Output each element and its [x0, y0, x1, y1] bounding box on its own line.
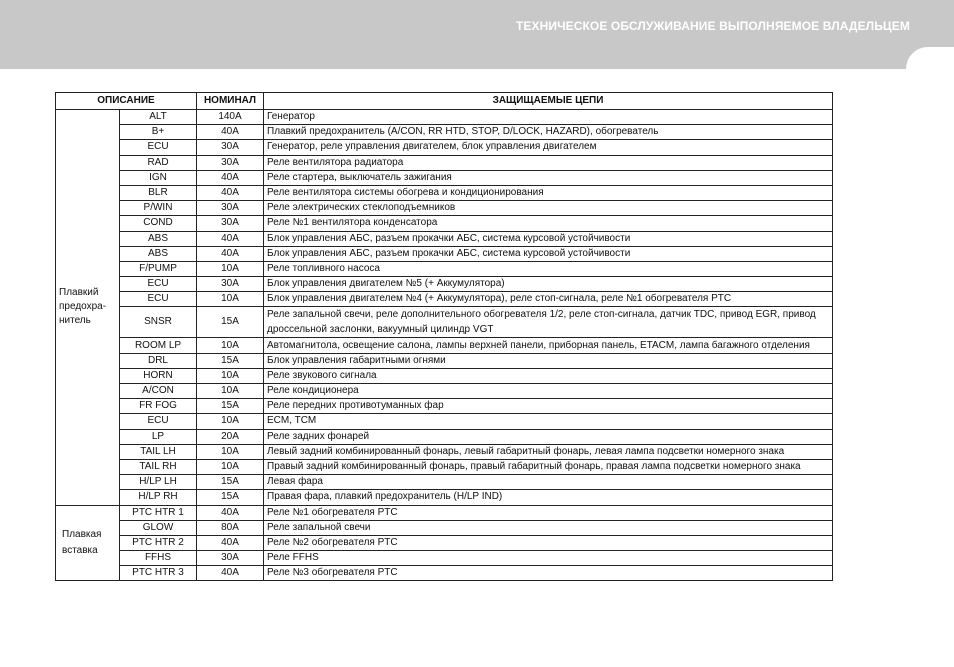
protected-circuits-cell: Блок управления двигателем №5 (+ Аккумулятора) [264, 277, 833, 292]
table-row [56, 566, 833, 581]
fuse-name-cell: TAIL RH [120, 459, 197, 474]
protected-circuits-cell: Автомагнитола, освещение салона, лампы верхней панели, приборная панель, ETACM, лампа багажного отделения [264, 338, 833, 353]
table-row [56, 444, 833, 459]
table-row [56, 185, 833, 200]
protected-circuits-cell: Реле задних фонарей [264, 429, 833, 444]
table-row [56, 505, 833, 520]
protected-circuits-cell: Реле запальной свечи [264, 520, 833, 535]
protected-circuits-cell: Генератор, реле управления двигателем, блок управления двигателем [264, 140, 833, 155]
fuse-rating-cell: 10A [197, 338, 264, 353]
header-notch [906, 47, 954, 77]
fuse-name-cell: PTC HTR 2 [120, 535, 197, 550]
column-header-description: ОПИСАНИЕ [56, 93, 197, 110]
column-header-circuits: ЗАЩИЩАЕМЫЕ ЦЕПИ [264, 93, 833, 110]
protected-circuits-cell: Реле электрических стеклоподъемников [264, 201, 833, 216]
fuse-name-cell: A/CON [120, 384, 197, 399]
fuse-rating-cell: 140A [197, 110, 264, 125]
fuse-name-cell: ECU [120, 140, 197, 155]
table-row [56, 414, 833, 429]
group-label-line: вставка [62, 544, 98, 556]
group-label-line: нитель [59, 315, 91, 327]
table-row [56, 384, 833, 399]
protected-circuits-cell: Реле кондиционера [264, 384, 833, 399]
fuse-rating-cell: 40A [197, 505, 264, 520]
protected-circuits-cell: Реле передних противотуманных фар [264, 399, 833, 414]
fuse-rating-cell: 40A [197, 535, 264, 550]
fuse-name-cell: COND [120, 216, 197, 231]
protected-circuits-cell: Реле звукового сигнала [264, 368, 833, 383]
table-row [56, 292, 833, 307]
fuse-table [55, 92, 833, 581]
fuse-name-cell: HORN [120, 368, 197, 383]
table-row [56, 246, 833, 261]
fuse-rating-cell: 10A [197, 261, 264, 276]
group-label [56, 110, 120, 506]
fuse-rating-cell: 10A [197, 384, 264, 399]
table-row [56, 125, 833, 140]
table-row [56, 520, 833, 535]
fuse-name-cell: B+ [120, 125, 197, 140]
fuse-rating-cell: 40A [197, 231, 264, 246]
protected-circuits-cell: Левая фара [264, 475, 833, 490]
fuse-name-cell: BLR [120, 185, 197, 200]
fuse-name-cell: ECU [120, 414, 197, 429]
table-row [56, 307, 833, 338]
fuse-rating-cell: 10A [197, 414, 264, 429]
table-row [56, 535, 833, 550]
table-row [56, 110, 833, 125]
fuse-rating-cell: 15A [197, 353, 264, 368]
table-row [56, 155, 833, 170]
fuse-rating-cell: 10A [197, 459, 264, 474]
protected-circuits-cell: Реле вентилятора системы обогрева и кондиционирования [264, 185, 833, 200]
group-label [56, 505, 120, 581]
protected-circuits-cell: Блок управления АБС, разъем прокачки АБС, система курсовой устойчивости [264, 231, 833, 246]
protected-circuits-cell: Реле №3 обогревателя PTC [264, 566, 833, 581]
table-row [56, 277, 833, 292]
fuse-name-cell: ECU [120, 292, 197, 307]
fuse-name-cell: SNSR [120, 307, 197, 338]
fuse-rating-cell: 80A [197, 520, 264, 535]
protected-circuits-cell: Блок управления АБС, разъем прокачки АБС, система курсовой устойчивости [264, 246, 833, 261]
fuse-rating-cell: 30A [197, 551, 264, 566]
fuse-rating-cell: 40A [197, 185, 264, 200]
table-row [56, 231, 833, 246]
fuse-rating-cell: 20A [197, 429, 264, 444]
table-row [56, 140, 833, 155]
protected-circuits-cell: Плавкий предохранитель (A/CON, RR HTD, STOP, D/LOCK, HAZARD), обогреватель [264, 125, 833, 140]
protected-circuits-cell: Правый задний комбинированный фонарь, правый габаритный фонарь, правая лампа подсветки номерного знака [264, 459, 833, 474]
table-row [56, 201, 833, 216]
fuse-name-cell: TAIL LH [120, 444, 197, 459]
fuse-rating-cell: 40A [197, 246, 264, 261]
fuse-rating-cell: 10A [197, 368, 264, 383]
table-row [56, 368, 833, 383]
fuse-rating-cell: 15A [197, 399, 264, 414]
fuse-rating-cell: 30A [197, 155, 264, 170]
fuse-rating-cell: 30A [197, 277, 264, 292]
fuse-name-cell: H/LP RH [120, 490, 197, 505]
protected-circuits-cell: Реле топливного насоса [264, 261, 833, 276]
fuse-name-cell: DRL [120, 353, 197, 368]
fuse-rating-cell: 15A [197, 490, 264, 505]
protected-circuits-cell: Генератор [264, 110, 833, 125]
fuse-name-cell: PTC HTR 1 [120, 505, 197, 520]
fuse-rating-cell: 40A [197, 125, 264, 140]
table-row [56, 551, 833, 566]
table-row [56, 429, 833, 444]
protected-circuits-cell: Реле FFHS [264, 551, 833, 566]
protected-circuits-cell: Реле вентилятора радиатора [264, 155, 833, 170]
protected-circuits-cell: Реле запальной свечи, реле дополнительного обогревателя 1/2, реле стоп-сигнала, датчик TDC, привод EGR, привод дроссельной заслонки, вакуумный цилиндр VGT [264, 307, 833, 338]
protected-circuits-cell: Блок управления двигателем №4 (+ Аккумулятора), реле стоп-сигнала, реле №1 обогревателя PTC [264, 292, 833, 307]
table-row [56, 338, 833, 353]
fuse-rating-cell: 30A [197, 140, 264, 155]
protected-circuits-cell: Реле №2 обогревателя PTC [264, 535, 833, 550]
column-header-rating: НОМИНАЛ [197, 93, 264, 110]
header-band [0, 0, 954, 69]
fuse-rating-cell: 10A [197, 292, 264, 307]
protected-circuits-cell: Правая фара, плавкий предохранитель (H/LP IND) [264, 490, 833, 505]
fuse-rating-cell: 40A [197, 170, 264, 185]
fuse-name-cell: RAD [120, 155, 197, 170]
fuse-table-body [56, 110, 833, 581]
fuse-name-cell: ECU [120, 277, 197, 292]
protected-circuits-cell: Реле стартера, выключатель зажигания [264, 170, 833, 185]
fuse-name-cell: P/WIN [120, 201, 197, 216]
fuse-rating-cell: 40A [197, 566, 264, 581]
group-label-line: Плавкий [59, 287, 99, 299]
fuse-name-cell: IGN [120, 170, 197, 185]
protected-circuits-cell: Реле №1 обогревателя PTC [264, 505, 833, 520]
fuse-rating-cell: 30A [197, 216, 264, 231]
fuse-rating-cell: 15A [197, 475, 264, 490]
fuse-rating-cell: 10A [197, 444, 264, 459]
fuse-rating-cell: 30A [197, 201, 264, 216]
group-label-line: Плавкая [62, 528, 102, 540]
fuse-rating-cell: 15A [197, 307, 264, 338]
fuse-name-cell: H/LP LH [120, 475, 197, 490]
table-row [56, 170, 833, 185]
table-row [56, 490, 833, 505]
table-row [56, 475, 833, 490]
fuse-name-cell: PTC HTR 3 [120, 566, 197, 581]
fuse-name-cell: ROOM LP [120, 338, 197, 353]
group-label-line: предохра- [59, 301, 107, 313]
table-row [56, 353, 833, 368]
page-header-title: ТЕХНИЧЕСКОЕ ОБСЛУЖИВАНИЕ ВЫПОЛНЯЕМОЕ ВЛАДЕЛЬЦЕМ [515, 19, 910, 33]
fuse-name-cell: ABS [120, 246, 197, 261]
fuse-name-cell: F/PUMP [120, 261, 197, 276]
fuse-name-cell: FR FOG [120, 399, 197, 414]
table-row [56, 459, 833, 474]
table-header-row [56, 93, 833, 110]
protected-circuits-cell: Реле №1 вентилятора конденсатора [264, 216, 833, 231]
table-row [56, 399, 833, 414]
fuse-name-cell: LP [120, 429, 197, 444]
fuse-name-cell: ALT [120, 110, 197, 125]
protected-circuits-cell: Левый задний комбинированный фонарь, левый габаритный фонарь, левая лампа подсветки номерного знака [264, 444, 833, 459]
fuse-name-cell: ABS [120, 231, 197, 246]
table-row [56, 216, 833, 231]
table-row [56, 261, 833, 276]
fuse-name-cell: GLOW [120, 520, 197, 535]
fuse-name-cell: FFHS [120, 551, 197, 566]
protected-circuits-cell: Блок управления габаритными огнями [264, 353, 833, 368]
protected-circuits-cell: ECM, TCM [264, 414, 833, 429]
